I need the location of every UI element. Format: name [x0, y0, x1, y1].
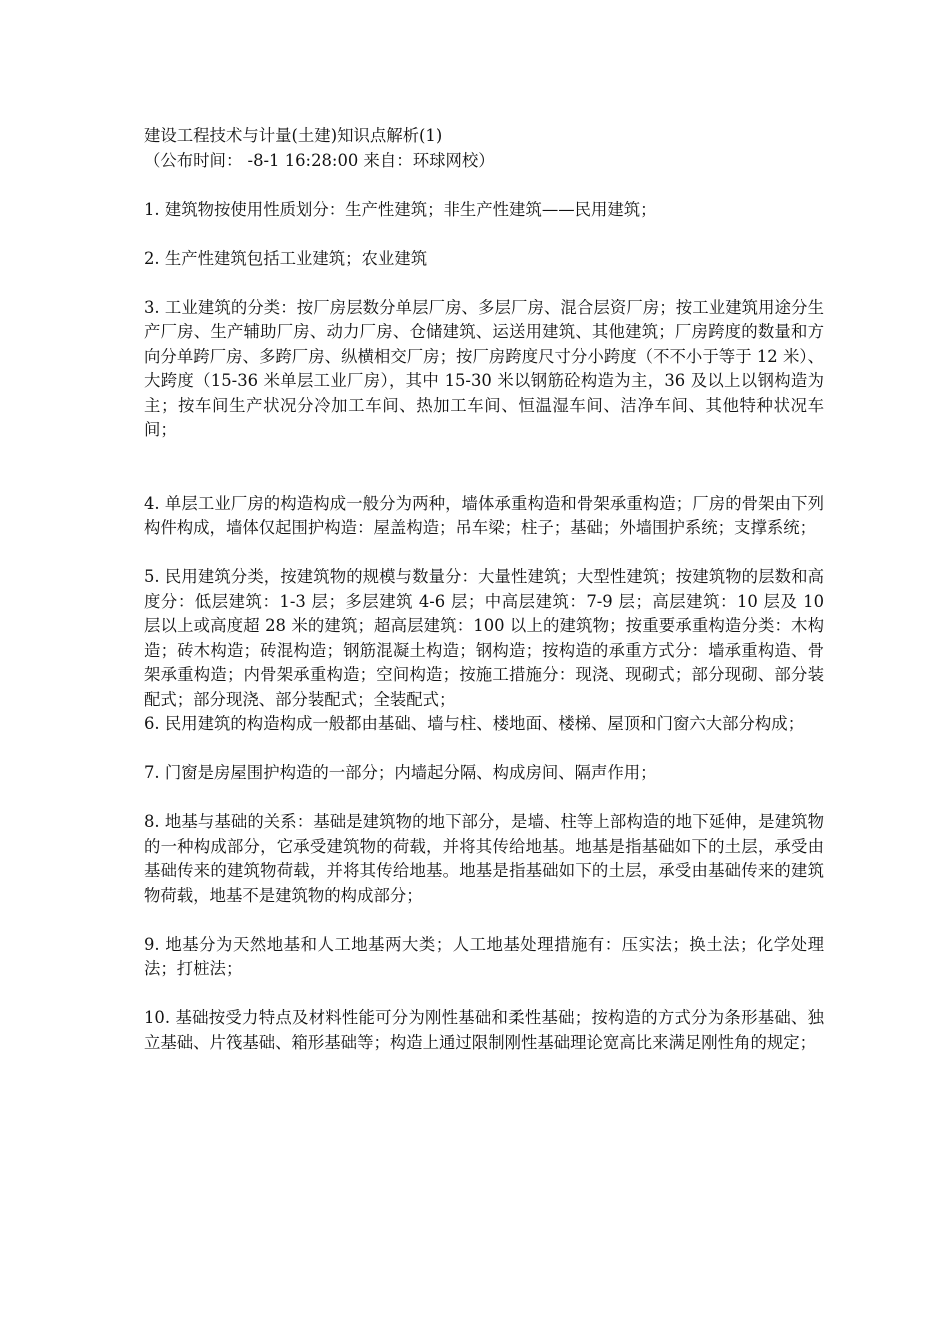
- document-page: [144, 124, 824, 1080]
- knowledge-point-10: 10. 基础按受力特点及材料性能可分为刚性基础和柔性基础；按构造的方式分为条形基础、独立基础、片筏基础、箱形基础等；构造上通过限制刚性基础理论宽高比来满足刚性角的规定；: [144, 1008, 824, 1052]
- knowledge-point-6: 6. 民用建筑的构造构成一般都由基础、墙与柱、楼地面、楼梯、屋顶和门窗六大部分构成；: [144, 714, 805, 733]
- knowledge-point-3: 3. 工业建筑的分类：按厂房层数分单层厂房、多层厂房、混合层资厂房；按工业建筑用途分生产厂房、生产辅助厂房、动力厂房、仓储建筑、运送用建筑、其他建筑；厂房跨度的数量和方向分单跨厂房、多跨厂房、纵横相交厂房；按厂房跨度尺寸分小跨度（不不小于等于 12 米）、大跨度（15-36 米单层工业厂房），其中 15-30 米以钢筋砼构造为主，36 及以上以钢构造为主；按车间生产状况分冷加工车间、热加工车间、恒温湿车间、洁净车间、其他特种状况车间；: [144, 297, 824, 439]
- document-title: 建设工程技术与计量(土建)知识点解析(1): [144, 126, 443, 145]
- knowledge-point-9: 9. 地基分为天然地基和人工地基两大类；人工地基处理措施有：压实法；换土法；化学处理法；打桩法；: [144, 934, 824, 978]
- knowledge-point-4: 4. 单层工业厂房的构造构成一般分为两种，墙体承重构造和骨架承重构造；厂房的骨架由下列构件构成，墙体仅起围护构造：屋盖构造；吊车梁；柱子；基础；外墙围护系统；支撑系统；: [144, 493, 824, 537]
- knowledge-point-7: 7. 门窗是房屋围护构造的一部分；内墙起分隔、构成房间、隔声作用；: [144, 763, 657, 782]
- knowledge-point-5: 5. 民用建筑分类，按建筑物的规模与数量分：大量性建筑；大型性建筑；按建筑物的层数和高度分：低层建筑：1-3 层；多层建筑 4-6 层；中高层建筑：7-9 层；高层建筑：10 层及 10 层以上或高度超 28 米的建筑；超高层建筑：100 以上的建筑物；按重要承重构造分类：木构造；砖木构造；砖混构造；钢筋混凝土构造；钢构造；按构造的承重方式分：墙承重构造、骨架承重构造；内骨架承重构造；空间构造；按施工措施分：现浇、现砌式；部分现砌、部分装配式；部分现浇、部分装配式；全装配式；: [144, 567, 824, 709]
- knowledge-point-2: 2. 生产性建筑包括工业建筑；农业建筑: [144, 248, 428, 268]
- knowledge-point-8: 8. 地基与基础的关系：基础是建筑物的地下部分，是墙、柱等上部构造的地下延伸，是建筑物的一种构成部分，它承受建筑物的荷载，并将其传给地基。地基是指基础如下的土层，承受由基础传来的建筑物荷载，并将其传给地基。地基是指基础如下的土层，承受由基础传来的建筑物荷载，地基不是建筑物的构成部分；: [144, 812, 824, 905]
- publish-info: （公布时间： -8-1 16:28:00 来自：环球网校）: [144, 150, 495, 170]
- knowledge-point-1: 1. 建筑物按使用性质划分：生产性建筑；非生产性建筑——民用建筑；: [144, 199, 657, 219]
